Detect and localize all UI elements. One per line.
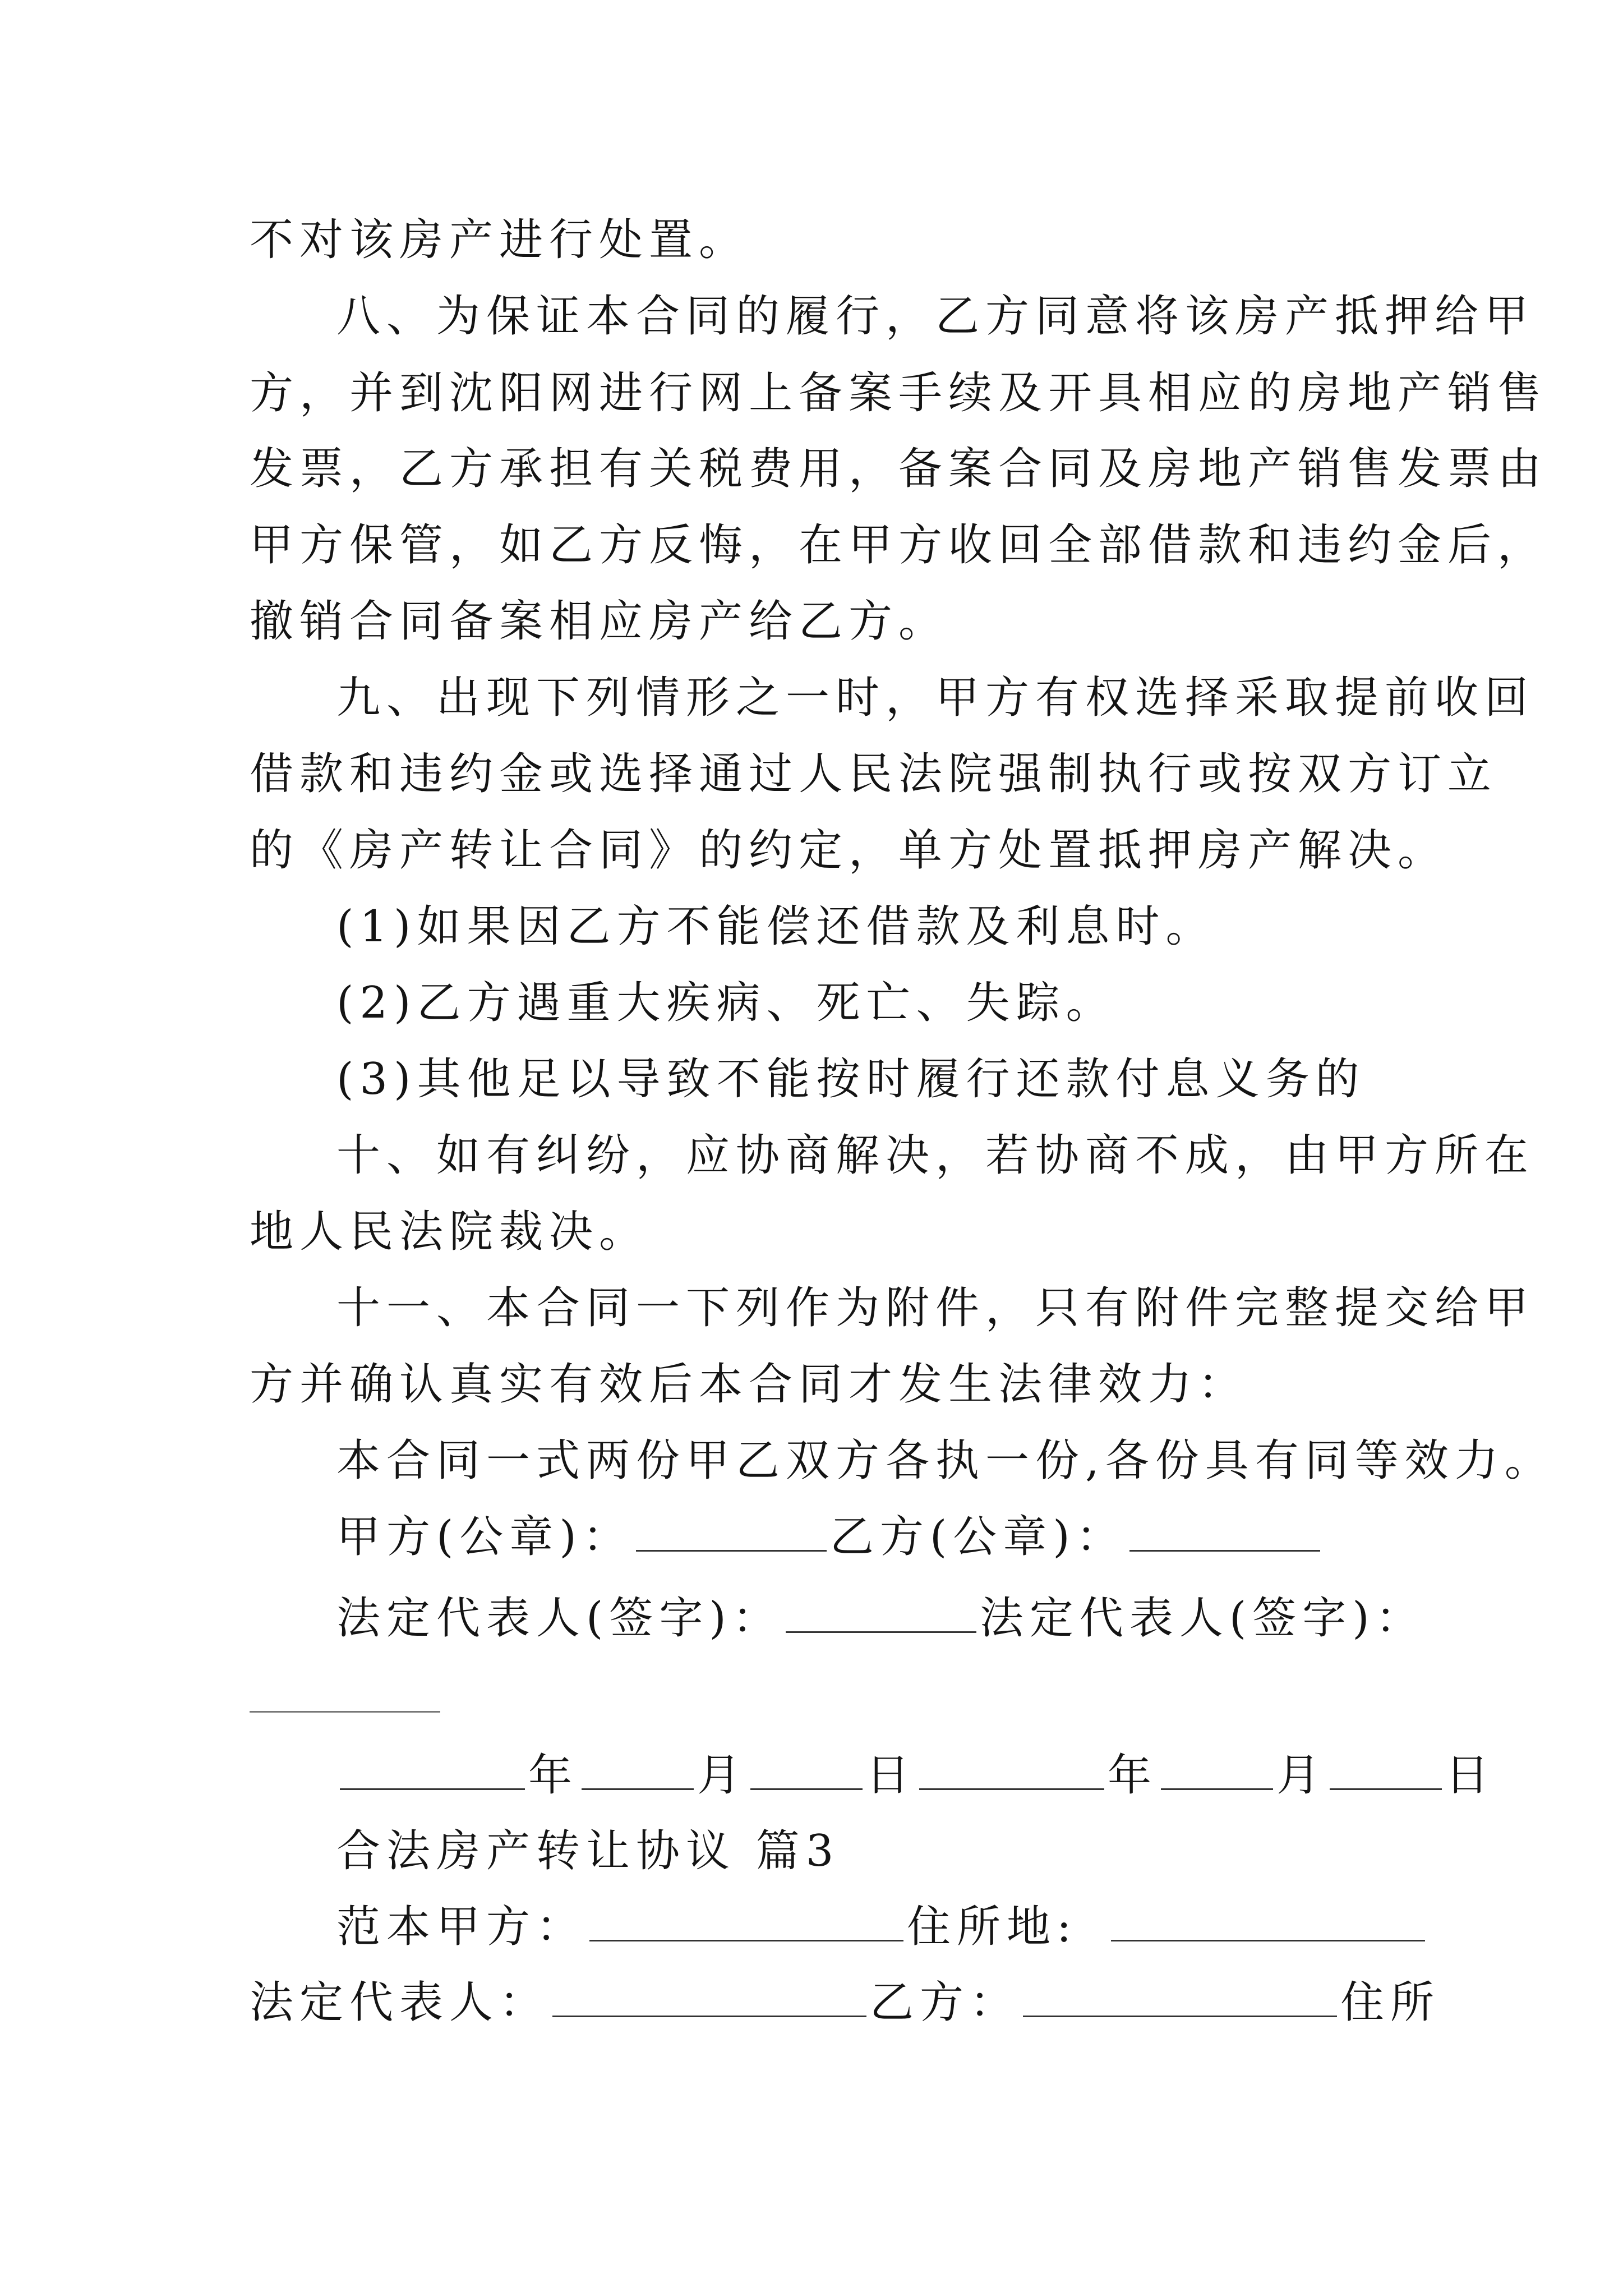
address-blank <box>1111 1901 1425 1941</box>
text-line: 九、出现下列情形之一时，甲方有权选择采取提前收回 <box>336 673 1535 723</box>
text-line: 十、如有纠纷，应协商解决，若协商不成，由甲方所在 <box>336 1130 1535 1181</box>
text-line: (1)如果因乙方不能偿还借款及利息时。 <box>336 901 1216 952</box>
text-line: 的《房产转让合同》的约定，单方处置抵押房产解决。 <box>250 825 1448 876</box>
text-line: 方，并到沈阳网进行网上备案手续及开具相应的房地产销售 <box>250 368 1548 418</box>
rep-b-label: 法定代表人(签字)： <box>979 1593 1426 1644</box>
month-blank <box>582 1749 694 1790</box>
date-line <box>336 1747 1495 1803</box>
rep-a-blank <box>786 1592 976 1633</box>
text-line: 不对该房产进行处置。 <box>250 215 749 265</box>
text-line: (3)其他足以导致不能按时履行还款付息义务的 <box>336 1054 1366 1105</box>
year-label: 年 <box>528 1750 579 1801</box>
rep-label: 法定代表人： <box>250 1977 550 2028</box>
month-label: 月 <box>697 1750 748 1801</box>
seal-signature-line <box>336 1509 1324 1565</box>
party-a-blank <box>589 1901 903 1941</box>
year-blank <box>340 1749 525 1790</box>
text-line: 甲方保管，如乙方反悔，在甲方收回全部借款和违约金后， <box>250 520 1548 570</box>
party-b-label: 乙方： <box>870 1977 1020 2028</box>
address-label: 住所地: <box>907 1902 1078 1952</box>
year-blank <box>919 1749 1104 1790</box>
day-blank <box>750 1749 863 1790</box>
party-b-seal-blank <box>1129 1511 1320 1552</box>
year-label: 年 <box>1108 1750 1158 1801</box>
text-line: 发票，乙方承担有关税费用，备案合同及房地产销售发票由 <box>250 444 1548 494</box>
text-line: 本合同一式两份甲乙双方各执一份,各份具有同等效力。 <box>336 1435 1555 1486</box>
section-heading: 合法房产转让协议 篇3 <box>336 1826 840 1876</box>
rep-blank <box>552 1976 866 2017</box>
party-a-seal-label: 甲方(公章)： <box>336 1512 633 1562</box>
party-a-form-line <box>336 1899 1428 1955</box>
party-a-label: 范本甲方： <box>336 1902 587 1952</box>
rep-a-label: 法定代表人(签字)： <box>336 1593 782 1644</box>
day-blank <box>1330 1749 1442 1790</box>
text-line: 十一、本合同一下列作为附件，只有附件完整提交给甲 <box>336 1283 1535 1333</box>
text-line: 地人民法院裁决。 <box>250 1207 649 1257</box>
day-label: 日 <box>1445 1750 1496 1801</box>
text-line: 八、为保证本合同的履行，乙方同意将该房产抵押给甲 <box>336 291 1535 342</box>
month-blank <box>1161 1749 1273 1790</box>
party-b-seal-label: 乙方(公章)： <box>829 1512 1126 1562</box>
party-b-blank <box>1023 1976 1337 2017</box>
text-line: 借款和违约金或选择通过人民法院强制执行或按双方订立 <box>250 749 1498 799</box>
day-label: 日 <box>866 1750 916 1801</box>
rep-b-blank <box>250 1711 440 1713</box>
text-line: 方并确认真实有效后本合同才发生法律效力： <box>250 1359 1248 1410</box>
text-line: 撤销合同备案相应房产给乙方。 <box>250 596 949 647</box>
rep-form-line <box>250 1975 1440 2031</box>
representative-signature-line <box>336 1590 1426 1646</box>
text-line: (2)乙方遇重大疾病、死亡、失踪。 <box>336 978 1116 1028</box>
party-a-seal-blank <box>636 1511 827 1552</box>
month-label: 月 <box>1276 1750 1327 1801</box>
address2-label: 住所 <box>1340 1977 1441 2028</box>
